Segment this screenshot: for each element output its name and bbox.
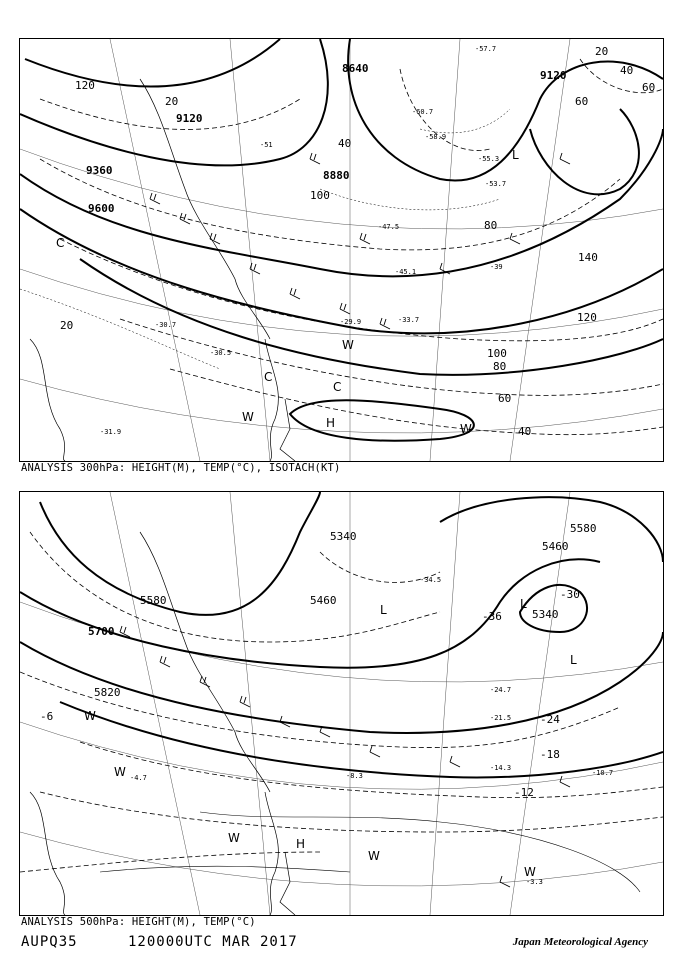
- temp-label: -31.9: [100, 428, 122, 436]
- isotach-labels-300: [60, 45, 655, 438]
- warm-marker: W: [242, 410, 254, 424]
- chart-300hpa: [19, 38, 664, 462]
- valid-time: 120000UTC MAR 2017: [128, 934, 298, 950]
- temp-label: -12: [514, 786, 534, 799]
- temp-label: -45.1: [395, 268, 417, 276]
- temp-label: -14.3: [490, 764, 512, 772]
- height-label: 9120: [540, 69, 567, 82]
- low-pressure-marker: L: [570, 653, 577, 667]
- warm-marker: W: [460, 422, 472, 436]
- isotach-label: 40: [518, 425, 532, 438]
- caption-300hpa: ANALYSIS 300hPa: HEIGHT(M), TEMP(°C), ISOTACH(KT): [21, 462, 341, 474]
- low-pressure-marker: L: [520, 597, 527, 611]
- temp-label: -30: [560, 588, 580, 601]
- temp-label: -33.7: [398, 316, 420, 324]
- isotach-label: 140: [578, 251, 598, 264]
- temp-label: -18: [540, 748, 560, 761]
- high-pressure-marker: H: [326, 416, 336, 430]
- isotach-label: 60: [575, 95, 589, 108]
- warm-marker: W: [368, 849, 380, 863]
- cold-marker: C: [56, 236, 65, 250]
- system-markers-300: [56, 148, 519, 436]
- height-label: 9600: [88, 202, 115, 215]
- isotherms-500: [20, 532, 663, 872]
- warm-marker: W: [84, 709, 96, 723]
- height-label: 5340: [532, 608, 559, 621]
- temp-label: -39: [490, 263, 503, 271]
- temp-label: -21.5: [490, 714, 512, 722]
- map-500hpa: [20, 492, 663, 915]
- temp-label: -10.7: [592, 769, 614, 777]
- height-label: 5460: [542, 540, 569, 553]
- wind-barbs-500: [120, 626, 570, 887]
- temp-label: -58.9: [425, 133, 447, 141]
- isotach-label: 40: [620, 64, 634, 77]
- temp-label: -34.5: [420, 576, 442, 584]
- map-300hpa: [20, 39, 663, 461]
- low-pressure-marker: L: [380, 603, 387, 617]
- height-label: 5340: [330, 530, 357, 543]
- warm-marker: W: [114, 765, 126, 779]
- temp-label: -29.9: [340, 318, 362, 326]
- temp-label: -30.5: [210, 349, 232, 357]
- isotach-label: 20: [165, 95, 179, 108]
- coastline: [30, 532, 295, 915]
- cold-marker: C: [333, 380, 342, 394]
- isotach-label: 100: [487, 347, 507, 360]
- height-label: 9360: [86, 164, 113, 177]
- warm-marker: W: [524, 865, 536, 879]
- height-label: 9120: [176, 112, 203, 125]
- isotach-label: 80: [484, 219, 498, 232]
- coastline: [30, 79, 295, 461]
- isotach-label: 100: [310, 189, 330, 202]
- warm-marker: W: [342, 338, 354, 352]
- height-label: 5580: [140, 594, 167, 607]
- temp-label: -55.3: [478, 155, 500, 163]
- temp-label: -47.5: [378, 223, 400, 231]
- temp-labels-300: [100, 45, 506, 436]
- temp-label: -60.7: [412, 108, 434, 116]
- isotach-label: 120: [577, 311, 597, 324]
- temp-label: -3.3: [526, 878, 543, 886]
- isotach-label: 120: [75, 79, 95, 92]
- height-label: 5820: [94, 686, 121, 699]
- caption-500hpa: ANALYSIS 500hPa: HEIGHT(M), TEMP(°C): [21, 916, 256, 928]
- isotach-label: 60: [498, 392, 512, 405]
- isotachs-300: [40, 59, 663, 435]
- height-label: 5580: [570, 522, 597, 535]
- isotach-label: 40: [338, 137, 352, 150]
- isotach-label: 20: [595, 45, 609, 58]
- chart-500hpa: [19, 491, 664, 916]
- isotach-label: 20: [60, 319, 74, 332]
- isotach-label: 80: [493, 360, 507, 373]
- low-pressure-marker: L: [512, 148, 519, 162]
- temp-label: -6: [40, 710, 54, 723]
- temp-label: -53.7: [485, 180, 507, 188]
- temp-label: -24: [540, 713, 560, 726]
- system-markers-500: [84, 597, 577, 879]
- high-pressure-marker: H: [296, 837, 306, 851]
- temp-label: -51: [260, 141, 273, 149]
- height-label: 5460: [310, 594, 337, 607]
- grid-lines: [20, 39, 663, 461]
- height-label: 8640: [342, 62, 369, 75]
- height-contours-300: [20, 39, 663, 441]
- wind-barbs-300: [150, 153, 570, 329]
- temp-label: -57.7: [475, 45, 497, 53]
- grid-lines: [20, 492, 663, 915]
- temp-label: -36: [482, 610, 502, 623]
- height-label: 8880: [323, 169, 350, 182]
- height-label: 5700: [88, 625, 115, 638]
- temp-label: -8.3: [346, 772, 363, 780]
- cold-marker: C: [264, 370, 273, 384]
- product-id: AUPQ35: [21, 934, 78, 950]
- temp-label: -30.7: [155, 321, 177, 329]
- warm-marker: W: [228, 831, 240, 845]
- isotach-label: 60: [642, 81, 656, 94]
- temp-label: -4.7: [130, 774, 147, 782]
- temp-label: -24.7: [490, 686, 512, 694]
- agency-name: Japan Meteorological Agency: [512, 936, 648, 948]
